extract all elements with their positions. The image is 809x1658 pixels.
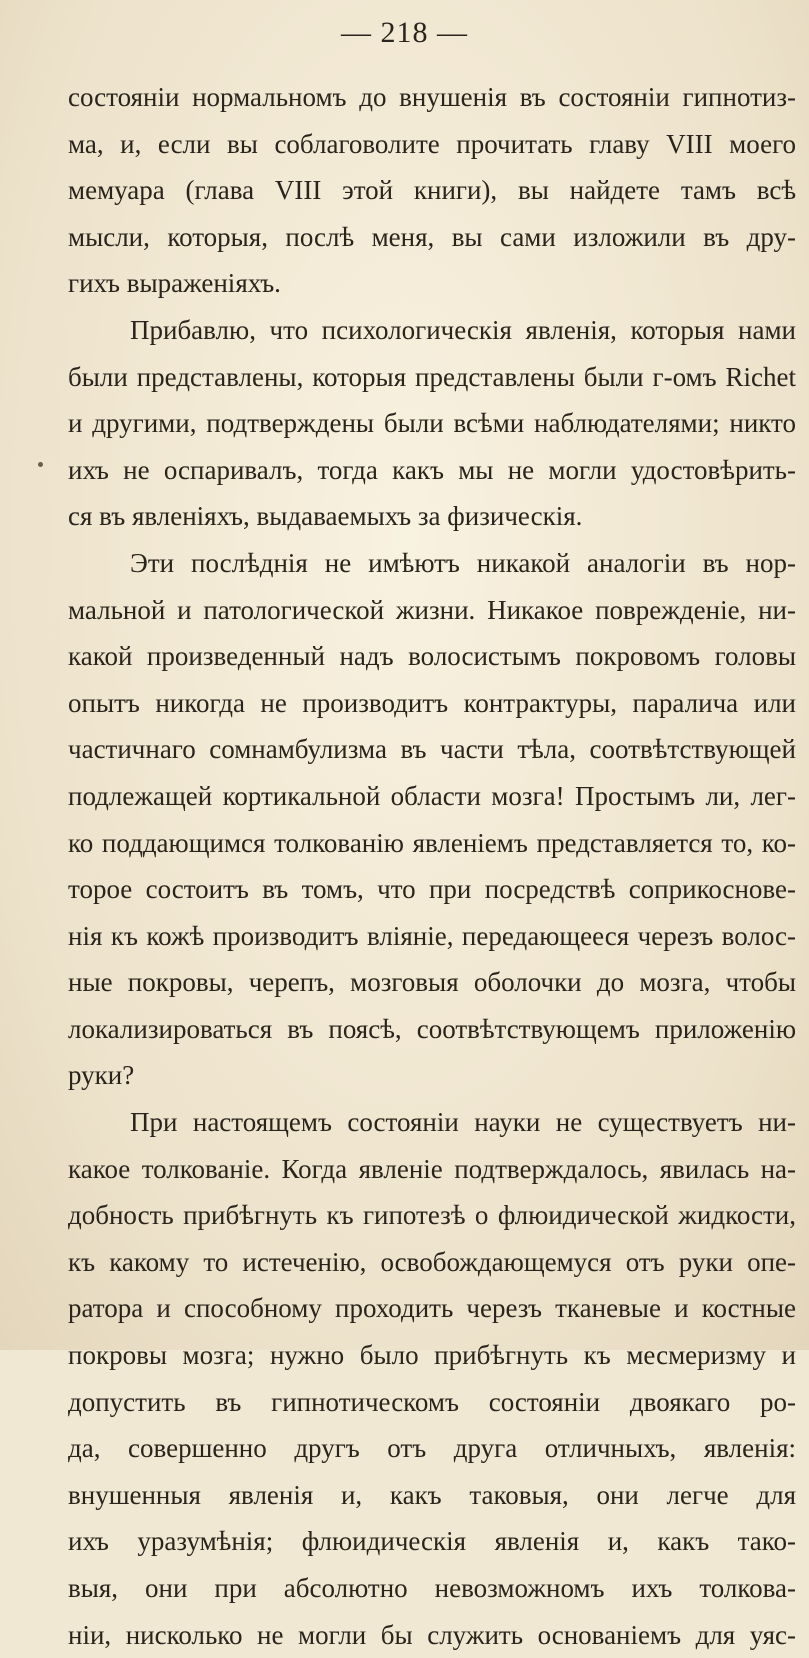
text-line: опытъ никогда не производитъ контрактуры, паралича или [68, 687, 796, 718]
text-line: При настоящемъ состоянiи науки не существуетъ ни- [130, 1107, 796, 1138]
text-line: нiя къ кожѣ производитъ влiянiе, передающееся черезъ волос- [68, 920, 796, 951]
text-line: руки? [68, 1060, 135, 1091]
text-line: нiи, нисколько не могли бы служить основанiемъ для уяс- [68, 1619, 796, 1650]
text-line: ко поддающимся толкованiю явленiемъ представляется то, ко- [68, 827, 796, 858]
text-line: къ какому то истеченiю, освобождающемуся отъ руки опе- [68, 1246, 796, 1277]
text-line: мемуара (глава VIII этой книги), вы найдете тамъ всѣ [68, 175, 796, 206]
text-line: ихъ уразумѣнiя; флюидическiя явленiя и, какъ тако- [68, 1526, 796, 1557]
text-line: частичнаго сомнамбулизма въ части тѣла, соотвѣтствующей [68, 734, 796, 765]
page-body-text [68, 74, 796, 1658]
text-line: были представлены, которыя представлены были г-омъ Richet [68, 361, 796, 392]
text-line: мысли, которыя, послѣ меня, вы сами изложили въ дру- [68, 221, 796, 252]
text-line: да, совершенно другъ отъ друга отличныхъ, явленiя: [68, 1433, 796, 1464]
text-line: ратора и способному проходить черезъ тканевые и костные [68, 1293, 796, 1324]
text-line: ся въ явленiяхъ, выдаваемыхъ за физическiя. [68, 501, 583, 532]
text-line: ные покровы, черепъ, мозговыя оболочки до мозга, чтобы [68, 967, 796, 998]
text-line: мальной и патологической жизни. Никакое поврежденiе, ни- [68, 594, 796, 625]
text-line: покровы мозга; нужно было прибѣгнуть къ месмеризму и [68, 1340, 796, 1371]
text-line: Прибавлю, что психологическiя явленiя, которыя нами [130, 314, 796, 345]
text-line: допустить въ гипнотическомъ состоянiи двоякаго ро- [68, 1386, 796, 1417]
text-line: какое толкованiе. Когда явленiе подтверждалось, явилась на- [68, 1153, 796, 1184]
text-line: добность прибѣгнуть къ гипотезѣ о флюидической жидкости, [68, 1200, 796, 1231]
text-line: выя, они при абсолютно невозможномъ ихъ толкова- [68, 1573, 796, 1603]
text-line: ихъ не оспаривалъ, тогда какъ мы не могли удостовѣрить- [68, 454, 796, 485]
text-line: и другими, подтверждены были всѣми наблюдателями; никто [68, 408, 796, 439]
text-line: торое состоитъ въ томъ, что при посредствѣ соприкоснове- [68, 874, 796, 905]
text-line: внушенныя явленiя и, какъ таковыя, они легче для [68, 1479, 796, 1510]
text-line: состоянiи нормальномъ до внушенiя въ состоянiи гипнотиз- [68, 82, 796, 112]
text-line: Эти послѣднiя не имѣютъ никакой аналогiи въ нор- [130, 547, 796, 578]
text-line: какой произведенный надъ волосистымъ покровомъ головы [68, 641, 796, 672]
text-line: подлежащей кортикальной области мозга! Простымъ ли, лег- [68, 780, 796, 811]
page-number: — 218 — [341, 16, 468, 49]
text-line: гихъ выраженiяхъ. [68, 268, 281, 299]
text-line: ма, и, если вы соблаговолите прочитать главу VIII моего [68, 128, 796, 159]
print-speck [38, 462, 43, 467]
text-line: локализироваться въ поясѣ, соотвѣтствующемъ приложенiю [68, 1013, 796, 1044]
